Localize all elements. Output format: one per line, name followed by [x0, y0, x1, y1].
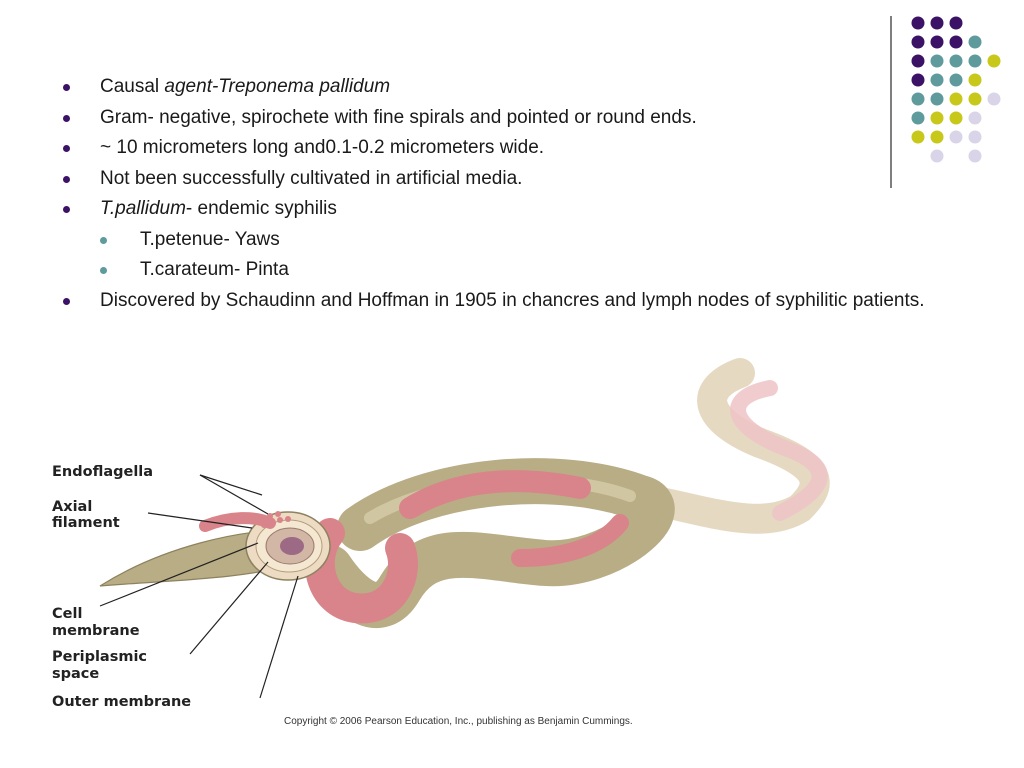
decor-dot	[931, 17, 944, 30]
list-item	[58, 166, 958, 192]
bullet-icon	[63, 115, 70, 122]
bullet-text	[100, 76, 390, 97]
label-outer-membrane: Outer membrane	[52, 694, 192, 710]
decor-dot	[969, 93, 982, 106]
bullet-text: T.carateum- Pinta	[140, 259, 289, 280]
bullet-list	[58, 74, 958, 318]
decor-dot	[969, 74, 982, 87]
bullet-text: Gram- negative, spirochete with fine spirals and pointed or round ends.	[100, 106, 697, 128]
decor-dot	[969, 150, 982, 163]
bullet-icon	[63, 176, 70, 183]
bullet-segment-italic: agent-Treponema pallidum	[164, 76, 391, 97]
list-item	[58, 105, 958, 131]
list-item	[58, 135, 958, 161]
decor-dot	[969, 131, 982, 144]
label-axial-filament-line2: filament	[52, 515, 120, 531]
decor-dot	[950, 55, 963, 68]
decor-dot	[969, 112, 982, 125]
decor-dot	[912, 36, 925, 49]
bullet-segment: Causal	[100, 76, 165, 97]
bullet-text	[100, 198, 337, 219]
label-axial-filament-line1: Axial	[52, 499, 93, 515]
decor-dot	[931, 36, 944, 49]
diagram-labels	[52, 464, 191, 710]
label-periplasmic-space-line2: space	[52, 666, 100, 682]
decor-dot	[950, 36, 963, 49]
decor-dot	[912, 55, 925, 68]
decor-dot	[988, 93, 1001, 106]
bullet-text: T.petenue- Yaws	[140, 228, 280, 250]
decor-dot	[950, 17, 963, 30]
label-cell-membrane-line2: membrane	[52, 623, 140, 639]
bullet-segment-italic: T.pallidum	[100, 198, 186, 219]
bullet-icon	[63, 206, 70, 213]
bullet-text: Not been successfully cultivated in artificial media.	[100, 167, 523, 189]
label-periplasmic-space-line1: Periplasmic	[52, 649, 148, 665]
bullet-icon	[63, 145, 70, 152]
list-item	[58, 288, 958, 314]
label-endoflagella: Endoflagella	[52, 464, 154, 480]
decor-dot	[988, 55, 1001, 68]
bullet-segment: - endemic syphilis	[185, 198, 337, 219]
copyright-notice: Copyright © 2006 Pearson Education, Inc., publishing as Benjamin Cummings.	[284, 716, 633, 727]
decor-dot	[931, 55, 944, 68]
cytoplasm	[280, 537, 304, 555]
label-cell-membrane-line1: Cell	[52, 606, 83, 622]
sub-bullet-icon	[100, 237, 107, 244]
sub-bullet-icon	[100, 267, 107, 274]
decor-dot	[969, 55, 982, 68]
list-item	[58, 196, 958, 222]
bullet-icon	[63, 84, 70, 91]
treponema-diagram	[0, 358, 1024, 758]
bullet-text: Discovered by Schaudinn and Hoffman in 1905 in chancres and lymph nodes of syphilitic patients.	[100, 289, 925, 311]
decor-dot	[969, 36, 982, 49]
decor-dot	[912, 17, 925, 30]
bullet-icon	[63, 298, 70, 305]
sub-list-item	[58, 227, 958, 253]
sub-list-item	[58, 257, 958, 283]
list-item	[58, 74, 958, 100]
bullet-text: ~ 10 micrometers long and0.1-0.2 micrometers wide.	[100, 137, 545, 158]
spirochete-illustration	[100, 373, 820, 608]
